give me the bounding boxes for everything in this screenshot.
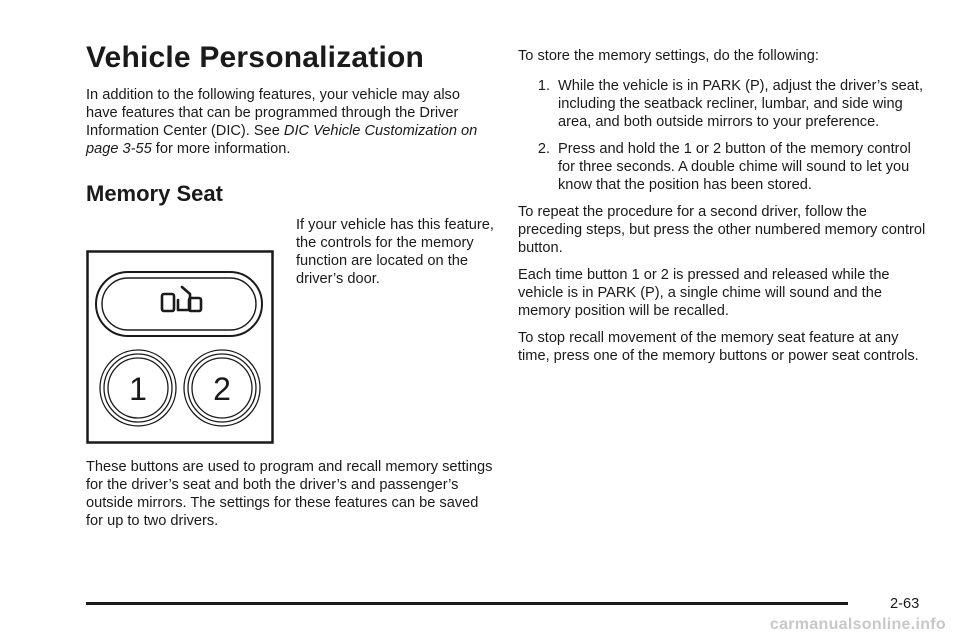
memory-button-2-label: 2 — [213, 371, 231, 407]
memory-button-1-label: 1 — [129, 371, 147, 407]
intro-text-end: for more information. — [151, 141, 291, 157]
memory-seat-body: These buttons are used to program and recall memory settings for the driver’s seat and both the driver’s and passenger’s outside mirrors. The settings for these features can be saved for up to two drivers. — [86, 459, 493, 529]
step-number: 1. — [537, 78, 550, 94]
step-number: 2. — [537, 141, 550, 157]
store-lead: To store the memory settings, do the following: — [518, 48, 819, 64]
stop-recall-paragraph: To stop recall movement of the memory seat feature at any time, press one of the memory buttons or power seat controls. — [518, 330, 919, 364]
memory-control-illustration — [86, 250, 274, 444]
watermark-text: carmanualsonline.info — [769, 616, 946, 633]
recall-paragraph: Each time button 1 or 2 is pressed and released while the vehicle is in PARK (P), a single chime will sound and the memory position will be recalled. — [518, 267, 890, 319]
list-item — [518, 77, 926, 131]
step-text: While the vehicle is in PARK (P), adjust the driver’s seat, including the seatback recliner, lumbar, and side wing area, and both outside mirrors to your preference. — [558, 78, 923, 130]
right-column — [518, 47, 926, 365]
intro-text: In addition to the following features, your vehicle may also have features that can be programmed through the Driver Information Center (DIC). See — [86, 87, 460, 139]
figure-caption: If your vehicle has this feature, the controls for the memory function are located on the driver’s door. — [296, 217, 494, 287]
memory-seat-figure-row — [86, 214, 494, 446]
step-text: Press and hold the 1 or 2 button of the memory control for three seconds. A double chime will sound to let you know that the position has been stored. — [558, 141, 911, 193]
dic-reference-link[interactable]: DIC Vehicle Customization on page 3-55 — [86, 123, 478, 157]
page-title: Vehicle Personalization — [86, 41, 425, 74]
second-driver-paragraph: To repeat the procedure for a second driver, follow the preceding steps, but press the other numbered memory control button. — [518, 204, 926, 256]
page-number: 2-63 — [890, 596, 920, 612]
memory-seat-heading: Memory Seat — [86, 181, 223, 206]
store-steps-list — [518, 77, 926, 194]
intro-paragraph — [86, 86, 494, 158]
footer-rule — [86, 602, 848, 605]
list-item — [518, 140, 926, 194]
left-column — [86, 40, 494, 530]
